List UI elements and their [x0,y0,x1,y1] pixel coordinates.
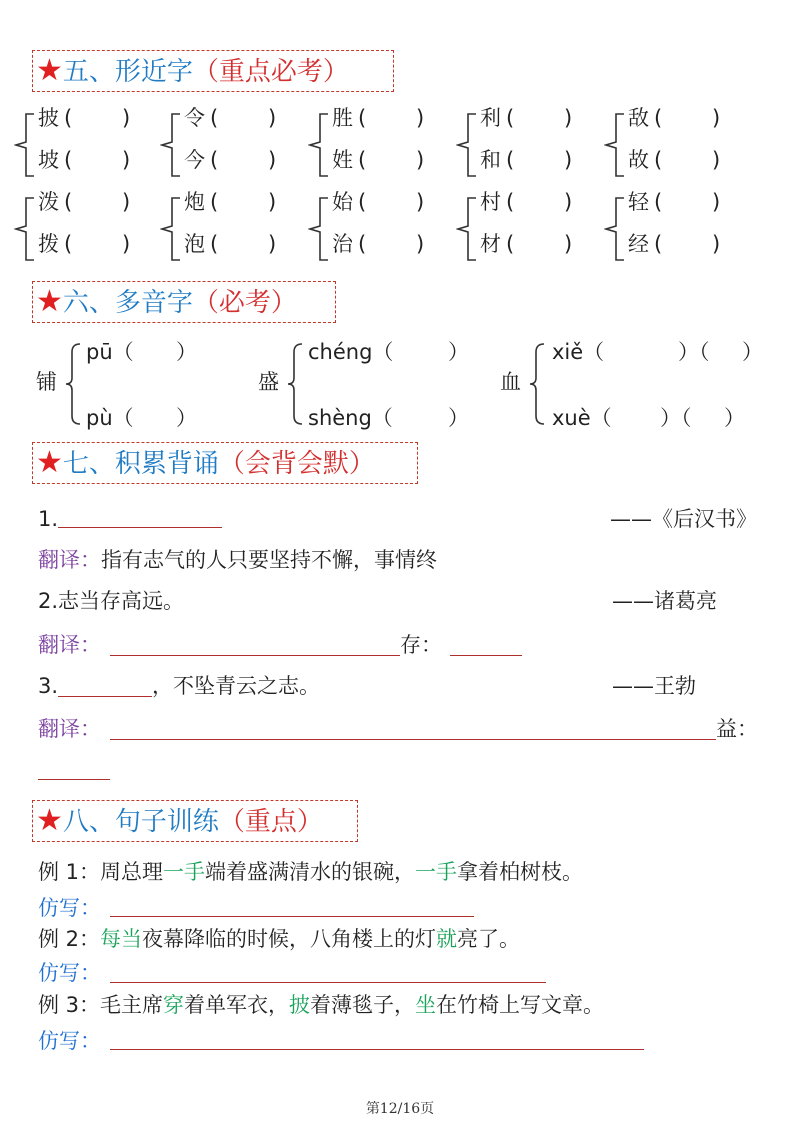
paren-close: ) [564,232,573,256]
highlight-word: 一手 [163,860,206,884]
similar-char: 披 [38,106,59,130]
answer-blank[interactable] [220,188,266,216]
answer-blank[interactable] [220,146,266,174]
recite-2-translation-blank[interactable] [110,655,400,656]
pinyin-bottom: xuè（ [552,406,612,430]
similar-char: 材 [480,232,501,256]
recite-2-source: ——诸葛亮 [612,589,717,613]
recite-2-word: 存： [400,633,442,657]
recite-3-blank[interactable] [58,696,152,697]
paren-open: ( [654,190,663,214]
answer-blank[interactable] [220,230,266,258]
paren-close: ) [122,232,131,256]
paren-open: ( [64,106,73,130]
answer-blank[interactable] [664,188,710,216]
section-8-title: 八、句子训练 [62,807,219,837]
paren-open: ( [64,232,73,256]
imitate-label-2: 仿写： [38,961,101,985]
similar-char: 经 [628,232,649,256]
paren-open: ( [654,232,663,256]
similar-char: 坡 [38,148,59,172]
similar-char: 敌 [628,106,649,130]
paren-close: ) [712,148,721,172]
recite-3-translation-label: 翻译： [38,717,101,741]
paren-close: ) [416,106,425,130]
brace-icon [64,342,82,426]
section-6-tag: （必考） [192,288,297,318]
similar-char: 和 [480,148,501,172]
paren-close: ) [564,106,573,130]
example-1: 例 1：周总理一手端着盛满清水的银碗，一手拿着柏树枝。 [38,860,584,884]
section-5-tag: （重点必考） [192,57,349,87]
paren-close: ) [712,232,721,256]
brace-icon [456,194,478,264]
paren-close: ) [122,190,131,214]
highlight-word: 每当 [100,927,143,951]
star-icon: ★ [36,803,63,838]
recite-3-word: 益： [716,717,758,741]
brace-icon [14,194,36,264]
answer-blank[interactable] [516,104,562,132]
answer-blank[interactable] [220,104,266,132]
imitate-1-blank[interactable] [110,916,474,917]
translate-label: 翻译 [38,548,80,572]
answer-blank[interactable] [74,230,120,258]
recite-3-source: ——王勃 [612,674,696,698]
paren-open: ( [654,148,663,172]
example-3: 例 3：毛主席穿着单军衣，披着薄毯子，坐在竹椅上写文章。 [38,993,605,1017]
imitate-label-3: 仿写： [38,1029,101,1053]
paren-close: ) [268,232,277,256]
brace-icon [160,194,182,264]
pinyin-bottom: shèng（ [308,406,393,430]
paren-close: ) [416,190,425,214]
answer-blank[interactable] [664,146,710,174]
similar-char: 今 [184,148,205,172]
paren-close: ) [564,190,573,214]
paren-close: ） [742,340,763,364]
section-8-header [36,800,323,843]
answer-blank[interactable] [664,104,710,132]
similar-char: 拨 [38,232,59,256]
recite-3-number: 3. [38,674,59,698]
pinyin-top: chéng（ [308,340,394,364]
section-8-tag: （重点） [218,807,323,837]
answer-blank[interactable] [74,188,120,216]
brace-icon [14,110,36,180]
recite-1-source: ——《后汉书》 [610,507,757,531]
recite-3-word-blank[interactable] [38,779,110,780]
similar-char: 胜 [332,106,353,130]
similar-char: 令 [184,106,205,130]
answer-blank[interactable] [368,230,414,258]
pinyin-top: pū（ [86,340,134,364]
imitate-label-1: 仿写： [38,896,101,920]
answer-blank[interactable] [368,104,414,132]
section-5-header [36,50,349,93]
similar-char: 村 [480,190,501,214]
brace-icon [308,194,330,264]
paren-open: ( [210,232,219,256]
paren-open: ( [64,190,73,214]
similar-char: 泼 [38,190,59,214]
example-2: 例 2：每当夜幕降临的时候，八角楼上的灯就亮了。 [38,927,521,951]
brace-icon [160,110,182,180]
polyphone-char: 血 [500,370,521,394]
answer-blank[interactable] [664,230,710,258]
similar-char: 故 [628,148,649,172]
paren-close: ） [176,406,197,430]
similar-char: 始 [332,190,353,214]
section-5-title: 五、形近字 [62,57,193,87]
answer-blank[interactable] [516,230,562,258]
paren-close: ) [122,148,131,172]
paren-close: ） [448,406,469,430]
recite-1-number: 1. [38,507,59,531]
recite-2-translation-label: 翻译： [38,633,101,657]
paren-open: ( [210,190,219,214]
recite-2-word-blank[interactable] [450,655,522,656]
paren-close: ) [268,106,277,130]
recite-3-rest: ，不坠青云之志。 [152,674,320,698]
paren-open: ( [506,148,515,172]
translate-label: 翻译 [38,633,80,657]
similar-char: 姓 [332,148,353,172]
paren-close: ) [712,190,721,214]
paren-open: ( [506,232,515,256]
paren-close: ） [176,340,197,364]
answer-blank[interactable] [368,146,414,174]
paren-open: ( [358,190,367,214]
star-icon: ★ [36,53,63,88]
paren-close: ) [268,148,277,172]
paren-mid: ）（ [660,406,692,430]
paren-open: ( [506,106,515,130]
similar-char: 利 [480,106,501,130]
section-6-header [36,281,297,324]
page-number: 第12/16页 [365,1101,435,1117]
section-6-title: 六、多音字 [62,288,193,318]
brace-icon [308,110,330,180]
paren-close: ) [564,148,573,172]
section-7-title: 七、积累背诵 [62,449,219,479]
star-icon: ★ [36,284,63,319]
recite-1-translation: 翻译：指有志气的人只要坚持不懈，事情终 [38,548,437,572]
similar-char: 轻 [628,190,649,214]
recite-2-line: 2.志当存高远。 [38,589,185,613]
brace-icon [456,110,478,180]
highlight-word: 坐 [415,993,437,1017]
paren-open: ( [358,148,367,172]
highlight-word: 就 [436,927,458,951]
recite-3-translation-blank[interactable] [110,739,716,740]
paren-close: ) [268,190,277,214]
paren-open: ( [64,148,73,172]
polyphone-char: 盛 [258,370,279,394]
translation-text: 指有志气的人只要坚持不懈，事情终 [101,548,437,572]
paren-open: ( [358,106,367,130]
paren-open: ( [210,148,219,172]
section-7-header [36,442,375,485]
similar-char: 泡 [184,232,205,256]
answer-blank[interactable] [74,104,120,132]
brace-icon [528,342,546,426]
imitate-3-blank[interactable] [110,1049,644,1050]
brace-icon [286,342,304,426]
similar-char: 炮 [184,190,205,214]
brace-icon [604,110,626,180]
star-icon: ★ [36,445,63,480]
highlight-word: 披 [289,993,311,1017]
section-7-tag: （会背会默） [218,449,375,479]
paren-open: ( [358,232,367,256]
pinyin-top: xiě（ [552,340,605,364]
pinyin-bottom: pù（ [86,406,134,430]
imitate-2-blank[interactable] [110,982,546,983]
paren-close: ) [416,148,425,172]
highlight-word: 穿 [163,993,185,1017]
similar-char: 治 [332,232,353,256]
answer-blank[interactable] [368,188,414,216]
paren-close: ) [416,232,425,256]
paren-close: ) [122,106,131,130]
translate-label: 翻译 [38,717,80,741]
answer-blank[interactable] [516,188,562,216]
paren-open: ( [654,106,663,130]
paren-close: ） [724,406,745,430]
answer-blank[interactable] [516,146,562,174]
paren-open: ( [506,190,515,214]
paren-mid: ）（ [678,340,710,364]
polyphone-char: 铺 [36,370,57,394]
brace-icon [604,194,626,264]
paren-close: ） [448,340,469,364]
recite-1-blank[interactable] [58,527,222,528]
paren-close: ) [712,106,721,130]
answer-blank[interactable] [74,146,120,174]
highlight-word: 一手 [415,860,458,884]
paren-open: ( [210,106,219,130]
